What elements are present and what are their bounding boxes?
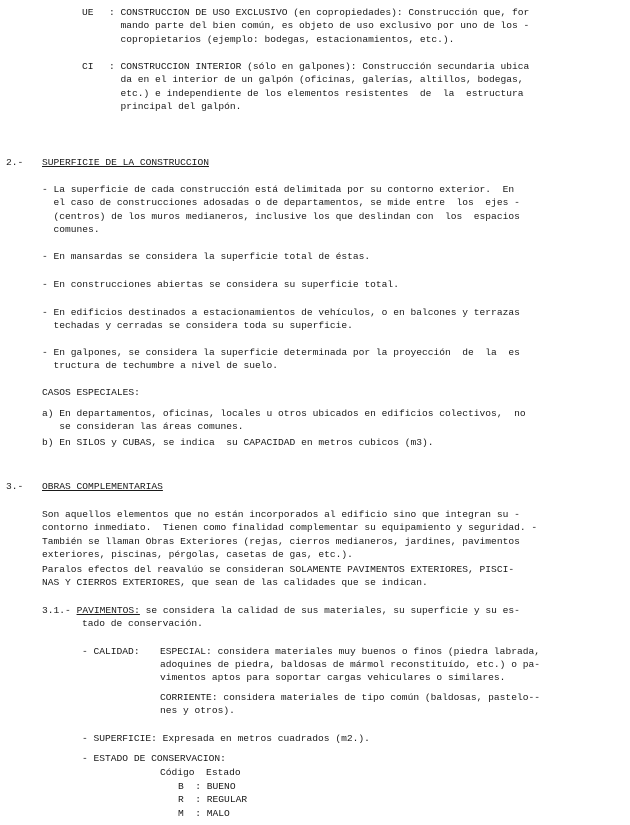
surface-rule-line: - En edificios destinados a estacionamientos de vehículos, o en balcones y terrazas — [42, 307, 520, 318]
subsection-title: PAVIMENTOS: — [76, 605, 140, 616]
codes-header: Código Estado — [160, 767, 241, 778]
definition-text-line: da en el interior de un galpón (oficinas, galerías, altillos, bodegas, — [109, 74, 524, 86]
paragraph-line: exteriores, piscinas, pérgolas, casetas de gas, etc.). — [42, 549, 353, 561]
definition-text-line: copropietarios (ejemplo: bodegas, estacionamientos, etc.). — [109, 33, 455, 45]
code-row: B : BUENO — [178, 781, 236, 792]
definition-text-line: mando parte del bien común, es objeto de uso exclusivo por uno de los - — [109, 20, 530, 32]
surface-rule-line: - La superficie de cada construcción está delimitada por su contorno exterior. En — [42, 184, 515, 195]
section-title: OBRAS COMPLEMENTARIAS — [42, 481, 163, 492]
subsection-heading — [42, 604, 520, 617]
surface-rule-line: el caso de construcciones adosadas o de departamentos, se mide entre los ejes - — [42, 197, 520, 209]
estado-title: - ESTADO DE CONSERVACION: — [82, 753, 226, 764]
special-cases-title: CASOS ESPECIALES: — [42, 387, 140, 398]
surface-rule-line: - En mansardas se considera la superficie total de éstas. — [42, 251, 371, 262]
paragraph-line: Son aquellos elementos que no están incorporados al edificio sino que integran su - — [42, 509, 520, 520]
especial-line — [160, 645, 540, 658]
especial-label: ESPECIAL: — [160, 646, 212, 657]
definition-text-line: : CONSTRUCCION INTERIOR (sólo en galpones): Construcción secundaria ubica — [109, 61, 530, 72]
especial-text: adoquines de piedra, baldosas de mármol reconstituído, etc.) o pa- — [160, 659, 540, 670]
definition-text-line: : CONSTRUCCION DE USO EXCLUSIVO (en copropiedades): Construcción que, for — [109, 7, 530, 18]
corriente-text: considera materiales de tipo común (baldosas, pastelo-- — [217, 692, 540, 703]
special-case-line: a) En departamentos, oficinas, locales u otros ubicados en edificios colectivos, no — [42, 408, 526, 419]
definition-text-line: principal del galpón. — [109, 101, 242, 113]
subsection-number: 3.1.- — [42, 605, 71, 616]
paragraph-line: NAS Y CIERROS EXTERIORES, que sean de las calidades que se indican. — [42, 577, 428, 589]
surface-rule-line: tructura de techumbre a nivel de suelo. — [42, 360, 279, 372]
corriente-text: nes y otros). — [160, 705, 235, 716]
section-title: SUPERFICIE DE LA CONSTRUCCION — [42, 157, 209, 168]
special-case-line: se consideran las áreas comunes. — [42, 421, 244, 433]
definition-code: UE — [82, 7, 94, 18]
paragraph-line: contorno inmediato. Tienen como finalidad complementar su equipamiento y seguridad. - — [42, 522, 538, 534]
superficie-line: - SUPERFICIE: Expresada en metros cuadrados (m2.). — [82, 733, 370, 744]
code-row: R : REGULAR — [178, 794, 248, 806]
definition-code: CI — [82, 61, 94, 72]
corriente-label: CORRIENTE: — [160, 692, 218, 703]
especial-text: considera materiales muy buenos o finos (piedra labrada, — [211, 646, 540, 657]
surface-rule-line: comunes. — [42, 224, 100, 236]
section-number: 2.- — [6, 157, 24, 168]
subsection-text: tado de conservación. — [82, 618, 203, 629]
calidad-label: - CALIDAD: — [82, 646, 140, 657]
special-case-line: b) En SILOS y CUBAS, se indica su CAPACIDAD en metros cubicos (m3). — [42, 437, 434, 448]
surface-rule-line: - En galpones, se considera la superficie determinada por la proyección de la es — [42, 347, 520, 358]
definition-text-line: etc.) e independiente de los elementos resistentes de la estructura — [109, 87, 524, 99]
surface-rule-line: techadas y cerradas se considera toda su superficie. — [42, 320, 353, 332]
surface-rule-line: (centros) de los muros medianeros, inclusive los que deslindan con los espacios — [42, 210, 520, 222]
especial-text: vimentos aptos para soportar cargas vehiculares o similares. — [160, 672, 506, 683]
paragraph-line: También se llaman Obras Exteriores (rejas, cierros medianeros, jardines, pavimentos — [42, 535, 520, 547]
paragraph-line: Paralos efectos del reavalúo se consideran SOLAMENTE PAVIMENTOS EXTERIORES, PISCI- — [42, 564, 515, 575]
surface-rule-line: - En construcciones abiertas se considera su superficie total. — [42, 279, 399, 290]
corriente-line — [160, 691, 540, 704]
code-row: M : MALO — [178, 807, 230, 819]
section-number: 3.- — [6, 481, 24, 492]
subsection-text: se considera la calidad de sus materiales, su superficie y su es- — [139, 605, 520, 616]
